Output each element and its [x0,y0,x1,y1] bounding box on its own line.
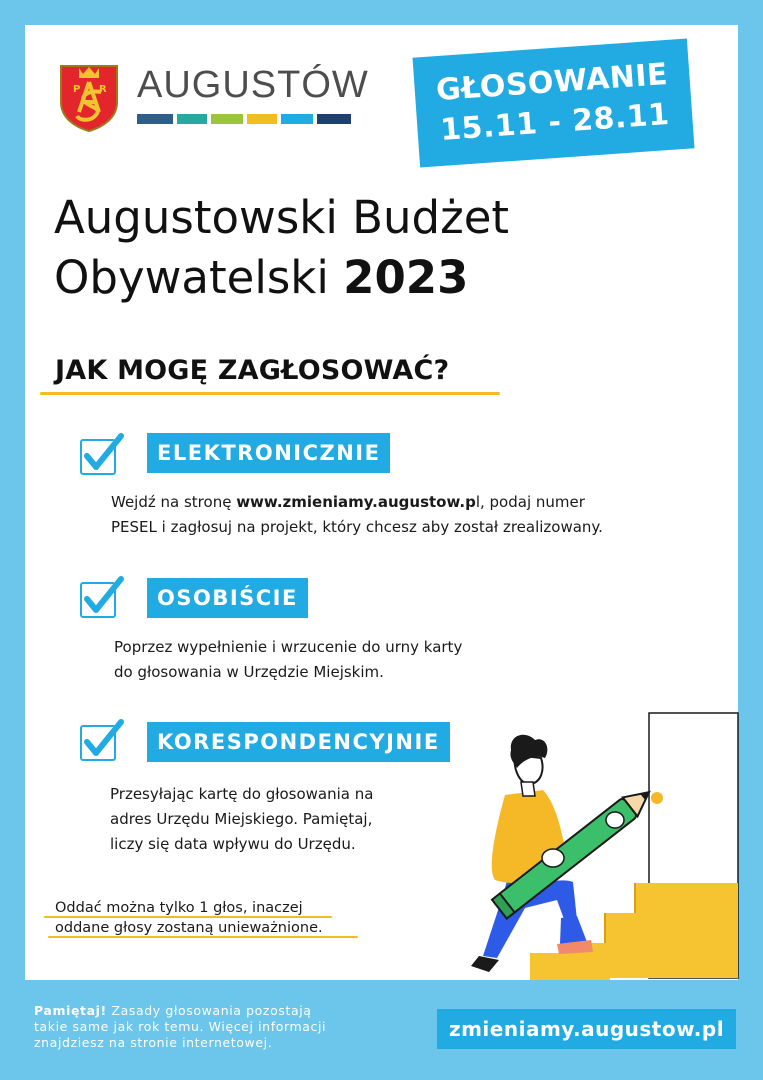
method-desc-postal-line-3: liczy się data wpływu do Urzędu. [110,835,356,853]
heading-underline [40,392,500,395]
note-line-1: Oddać można tylko 1 głos, inaczej [55,900,303,916]
city-crest-icon [59,62,119,132]
note-underline-1 [44,916,332,918]
title-line-1: Augustowski Budżet [54,191,510,244]
checkbox-checked-icon [78,718,124,764]
footer-note-line-3: znajdziesz na stronie internetowej. [34,1035,273,1050]
method-desc-in-person [114,635,462,685]
person-with-pencil-illustration [465,710,740,982]
method-label-electronic: ELEKTRONICZNIE [147,433,390,473]
title-year: 2023 [343,251,469,304]
city-name: AUGUSTÓW [137,64,369,106]
voting-label: GŁOSOWANIE [435,56,670,109]
method-desc-in-person-line-1: Poprzez wypełnienie i wrzucenie do urny karty [114,638,463,656]
city-logo-stripes [137,114,351,124]
crest-letter-p: P [73,84,81,95]
method-desc-electronic-line-2: PESEL i zagłosuj na projekt, który chcesz aby został zrealizowany. [111,518,603,536]
method-desc-electronic [111,490,603,540]
footer-note-bold: Pamiętaj! [34,1003,107,1018]
method-label-postal: KORESPONDENCYJNIE [147,722,450,762]
method-desc-electronic-pre: Wejdź na stronę [111,493,237,511]
method-desc-postal-line-2: adres Urzędu Miejskiego. Pamiętaj, [110,810,373,828]
method-desc-postal-line-1: Przesyłając kartę do głosowania na [110,785,374,803]
checkbox-checked-icon [78,432,124,478]
method-desc-in-person-line-2: do głosowania w Urzędzie Miejskim. [114,663,384,681]
footer-note-line-1: Zasady głosowania pozostają [106,1003,312,1018]
section-heading: JAK MOGĘ ZAGŁOSOWAĆ? [55,355,450,386]
website-link-button[interactable]: zmieniamy.augustow.pl [437,1009,736,1049]
page-title [54,188,694,308]
note-underline-2 [48,936,358,938]
method-label-in-person: OSOBIŚCIE [147,578,308,618]
voting-dates: 15.11 - 28.11 [439,96,671,148]
voting-dates-badge [412,39,694,168]
title-line-2 [54,248,694,308]
note-line-2: oddane głosy zostaną unieważnione. [55,920,323,936]
crest-letter-r: R [99,84,107,95]
method-desc-postal [110,782,373,857]
footer-note-line-2: takie same jak rok temu. Więcej informacji [34,1019,327,1034]
single-vote-note [55,898,323,938]
checkbox-checked-icon [78,575,124,621]
footer-note [34,1003,364,1051]
title-line-2-text: Obywatelski [54,251,344,304]
website-link-inline[interactable]: www.zmieniamy.augustow.p [236,493,476,511]
method-desc-electronic-post: l, podaj numer [475,493,585,511]
